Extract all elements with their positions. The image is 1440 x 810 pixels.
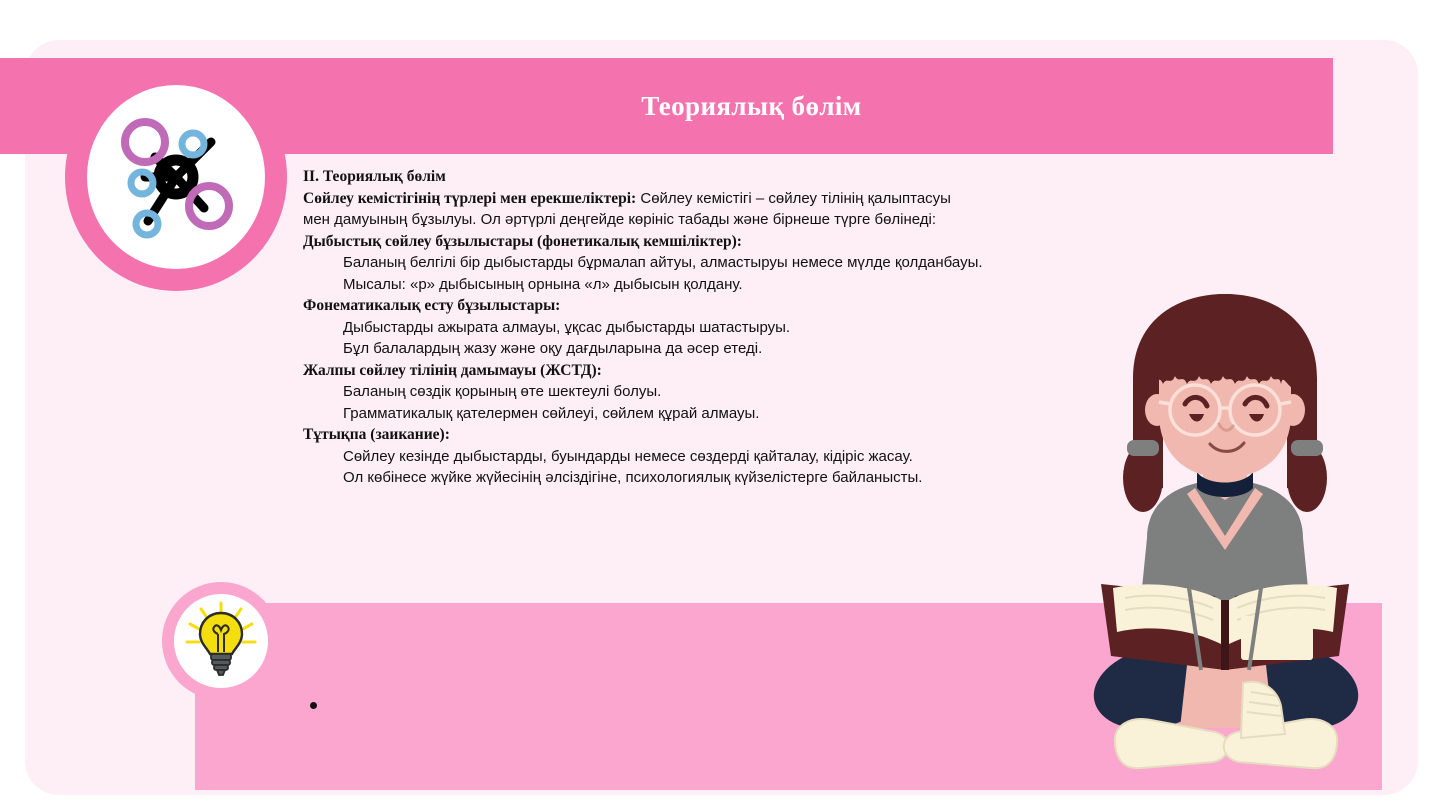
network-icon-badge-inner: [87, 85, 265, 269]
network-nodes-icon: [87, 85, 265, 269]
page-title: Теориялық бөлім: [641, 90, 862, 121]
bullet-dot-icon: [310, 702, 317, 709]
body-text-block: [303, 166, 1093, 489]
text-line: Грамматикалық қателермен сөйлеуі, сөйлем құрай алмауы.: [343, 404, 760, 422]
text-line: Ол көбінесе жүйке жүйесінің әлсіздігіне, психологиялық күйзелістерге байланысты.: [343, 469, 923, 486]
girl-reading-book-icon: [1055, 288, 1395, 788]
lightbulb-icon: [174, 594, 268, 688]
lightbulb-icon-badge: [162, 582, 280, 700]
text-line-rest: Сөйлеу кемістігі – сөйлеу тілінің қалыптасуы: [636, 189, 951, 207]
text-line: Жалпы сөйлеу тілінің дамымауы (ЖСТД):: [303, 361, 602, 379]
text-line: Дыбыстық сөйлеу бұзылыстары (фонетикалық кемшіліктер):: [303, 232, 742, 250]
text-line: Баланың белгілі бір дыбыстарды бұрмалап айтуы, алмастыруы немесе мүлде қолданбауы.: [343, 254, 983, 271]
text-line: [303, 188, 1093, 210]
lightbulb-icon-badge-inner: [174, 594, 268, 688]
text-line: Дыбыстарды ажырата алмауы, ұқсас дыбыстарды шатастыруы.: [343, 318, 791, 336]
text-line: Тұтықпа (заикание):: [303, 426, 450, 443]
network-icon-badge: [65, 63, 287, 291]
bullet-list-item: [310, 695, 327, 713]
text-line: Баланың сөздік қорының өте шектеулі болуы.: [343, 383, 662, 400]
girl-reading-illustration: [1055, 288, 1395, 788]
text-line: мен дамуының бұзылуы. Ол әртүрлі деңгейде көрініс табады және бірнеше түрге бөлінеді:: [303, 211, 937, 228]
text-line: II. Теориялық бөлім: [303, 168, 446, 185]
text-line: Сөйлеу кезінде дыбыстарды, буындарды немесе сөздерді қайталау, кідіріс жасау.: [343, 447, 913, 465]
text-line: Бұл балалардың жазу және оқу дағдыларына да әсер етеді.: [343, 340, 763, 357]
text-line-bold: Сөйлеу кемістігінің түрлері мен ерекшеліктері:: [303, 189, 637, 207]
text-line: Мысалы: «р» дыбысының орнына «л» дыбысын қолдану.: [343, 275, 743, 293]
text-line: Фонематикалық есту бұзылыстары:: [303, 297, 561, 314]
